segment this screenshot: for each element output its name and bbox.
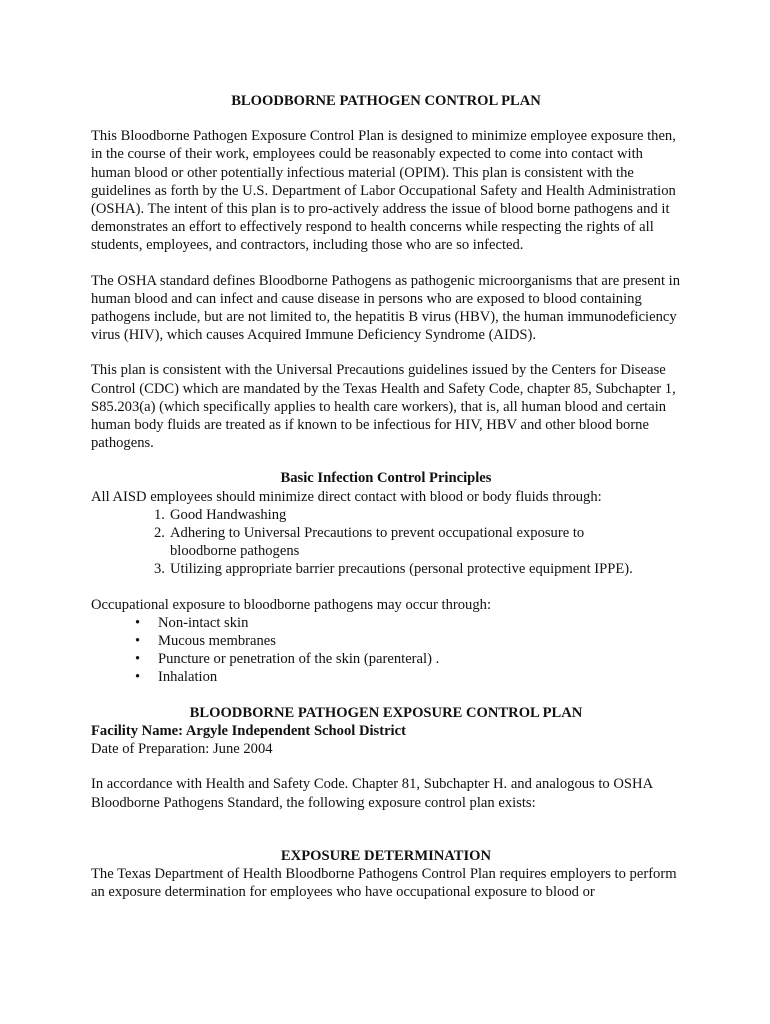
intro-paragraph-3: This plan is consistent with the Universal Precautions guidelines issued by the Centers for Disease Control (CDC) which are mandated by the Texas Health and Safety Code, chapter 85, Subchapter 1, S85.203(a) (which specifically applies to health care workers), that is, all human blood and certain human body fluids are treated as if known to be infectious for HIV, HBV and other blood borne pathogens. xyxy=(91,362,676,452)
facility-name: Facility Name: Argyle Independent School District xyxy=(91,722,406,739)
list-item: • Mucous membranes xyxy=(91,632,681,650)
list-item: • Inhalation xyxy=(91,668,681,686)
document-title: BLOODBORNE PATHOGEN CONTROL PLAN xyxy=(231,93,541,109)
list-item-continuation: bloodborne pathogens xyxy=(170,543,300,560)
accordance-paragraph: In accordance with Health and Safety Code. Chapter 81, Subchapter H. and analogous to OSHA Bloodborne Pathogens Standard, the following exposure control plan exists: xyxy=(91,776,653,811)
preparation-date: Date of Preparation: June 2004 xyxy=(91,741,273,758)
exposure-routes-lead: Occupational exposure to bloodborne pathogens may occur through: xyxy=(91,596,492,613)
exposure-determination-text: The Texas Department of Health Bloodborne Pathogens Control Plan requires employers to perform an exposure determination for employees who have occupational exposure to blood or xyxy=(91,865,677,901)
list-item xyxy=(154,524,681,560)
list-item-text: Adhering to Universal Precautions to prevent occupational exposure to xyxy=(170,525,585,542)
intro-paragraph-2: The OSHA standard defines Bloodborne Pathogens as pathogenic microorganisms that are present in human blood and can infect and cause disease in persons who are exposed to blood containing pathogens include, but are not limited to, the hepatitis B virus (HBV), the human immunodeficiency virus (HIV), which causes Acquired Immune Deficiency Syndrome (AIDS). xyxy=(91,272,681,344)
principles-heading: Basic Infection Control Principles xyxy=(280,470,492,487)
exposure-routes-list xyxy=(91,614,681,687)
principles-list xyxy=(91,506,681,579)
list-item-text: Good Handwashing xyxy=(170,506,287,523)
list-item-number: 1. xyxy=(154,506,165,523)
exposure-determination-heading: EXPOSURE DETERMINATION xyxy=(280,847,492,864)
list-item-number: 2. xyxy=(154,525,165,542)
list-item-text: Utilizing appropriate barrier precautions (personal protective equipment IPPE). xyxy=(170,561,633,578)
principles-lead: All AISD employees should minimize direct contact with blood or body fluids through: xyxy=(91,488,602,505)
document-page xyxy=(91,92,681,901)
section-spacer xyxy=(91,829,681,847)
control-plan-heading: BLOODBORNE PATHOGEN EXPOSURE CONTROL PLAN xyxy=(189,704,583,721)
list-item xyxy=(154,560,681,578)
intro-paragraph-1: This Bloodborne Pathogen Exposure Control Plan is designed to minimize employee exposure then, in the course of their work, employees could be reasonably expected to come into contact with human blood or other potentially infectious material (OPIM). This plan is consistent with the guidelines as forth by the U.S. Department of Labor Occupational Safety and Health Administration (OSHA). The intent of this plan is to pro-actively address the issue of blood borne pathogens and it demonstrates an effort to effectively respond to health concerns while respecting the rights of all students, employees, and contractors, including those who are so infected. xyxy=(91,128,676,254)
list-item xyxy=(154,506,681,524)
list-item: • Non-intact skin xyxy=(91,614,681,632)
list-item-number: 3. xyxy=(154,561,165,578)
list-item: • Puncture or penetration of the skin (parenteral) . xyxy=(91,650,681,668)
